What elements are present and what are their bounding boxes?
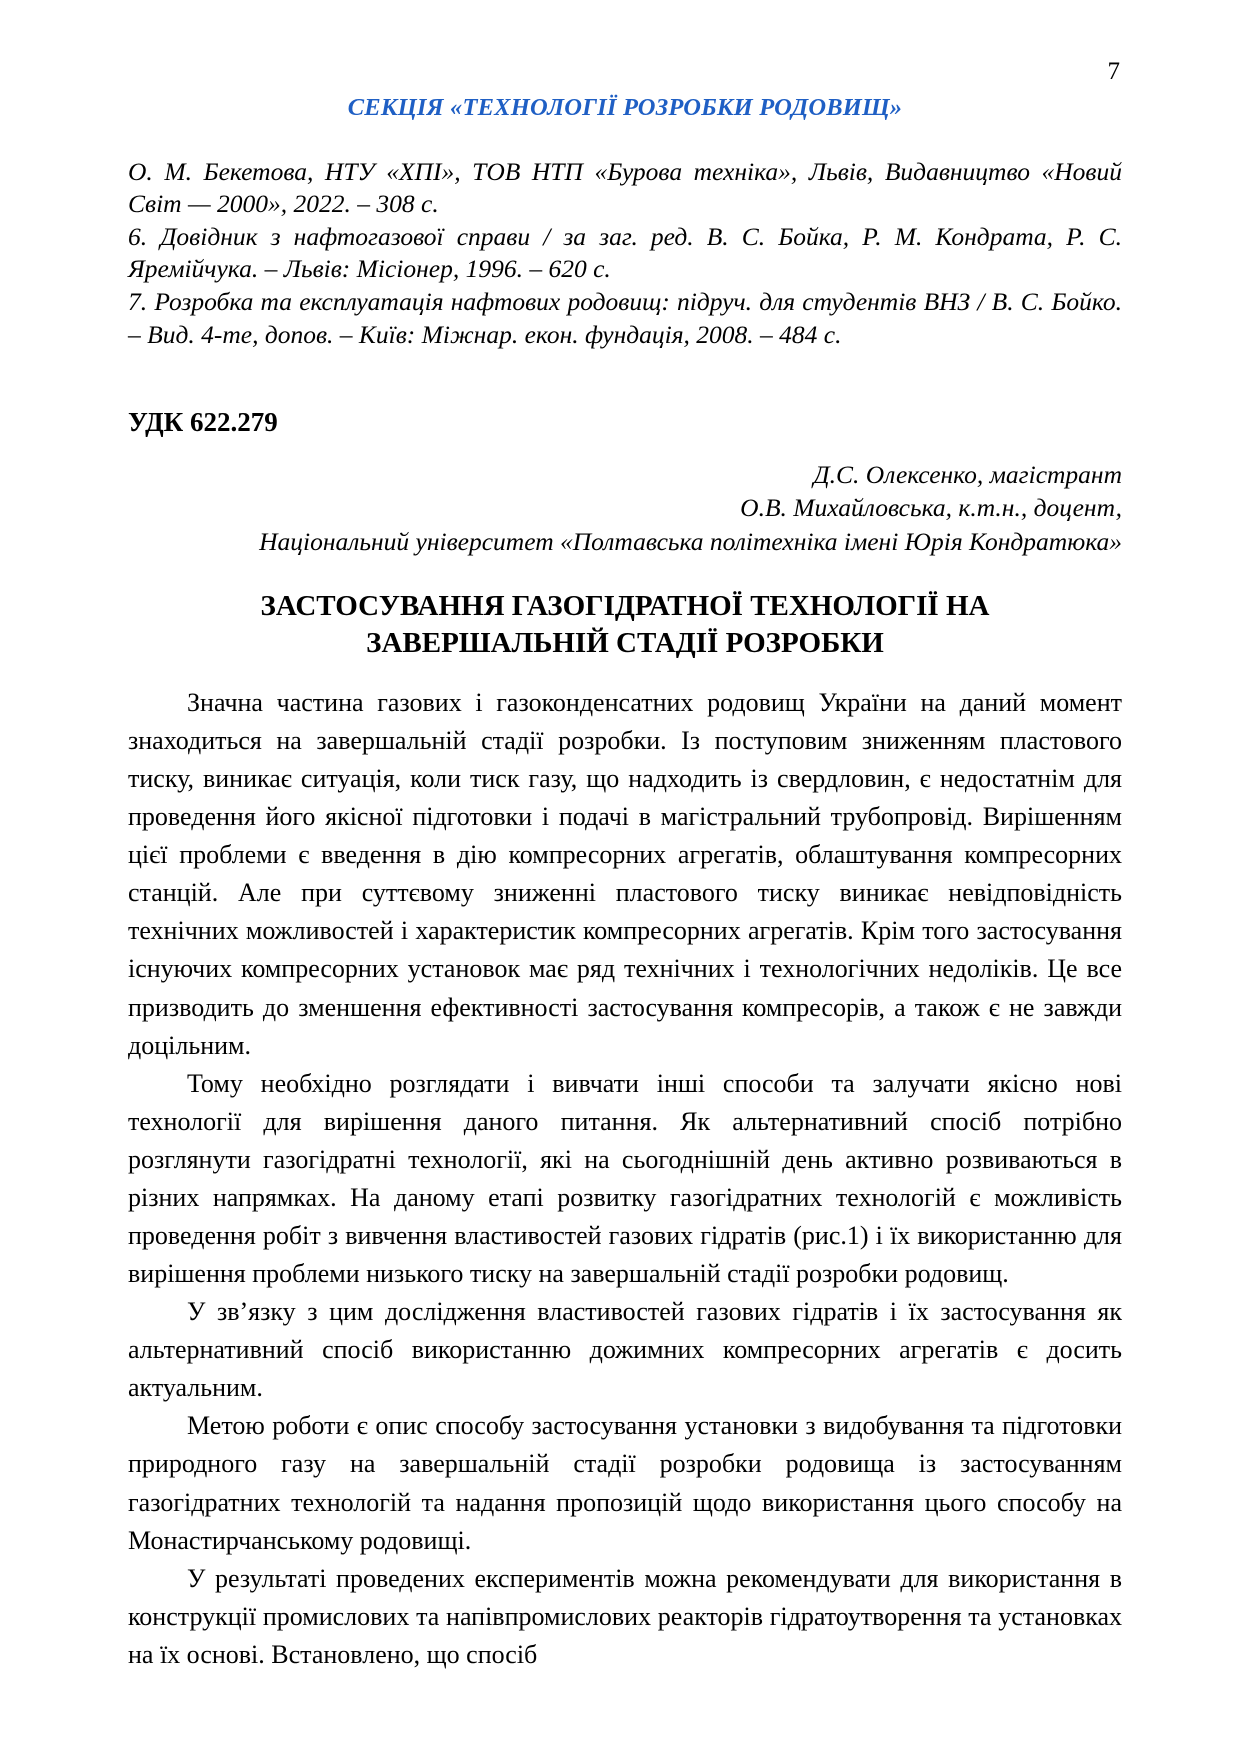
reference-entry-6: 6. Довідник з нафтогазової справи / за заг. ред. В. С. Бойка, Р. М. Кондрата, Р. С. Яремійчука. – Львів: Місіонер, 1996. – 620 с. (128, 221, 1122, 284)
article-body (128, 684, 1122, 1674)
author-secondary: О.В. Михайловська, к.т.н., доцент, (740, 493, 1122, 523)
body-paragraph: У результаті проведених експериментів можна рекомендувати для використання в конструкції промислових та напівпромислових реакторів гідратоутворення та установках на їх основі. Встановлено, що спосіб (128, 1563, 1122, 1669)
section-heading: СЕКЦІЯ «ТЕХНОЛОГІЇ РОЗРОБКИ РОДОВИЩ» (347, 93, 903, 121)
references-block (128, 156, 1122, 352)
udc-code: УДК 622.279 (128, 407, 278, 438)
article-title-line-2: ЗАВЕРШАЛЬНІЙ СТАДІЇ РОЗРОБКИ (366, 626, 884, 659)
body-paragraph: У зв’язку з цим дослідження властивостей газових гідратів і їх застосування як альтернативний спосіб використанню дожимних компресорних агрегатів є досить актуальним. (128, 1297, 1122, 1403)
body-paragraph: Значна частина газових і газоконденсатних родовищ України на даний момент знаходиться на завершальній стадії розробки. Із поступовим зниженням пластового тиску, виникає ситуація, коли тиск газу, що надходить із свердловин, є недостатнім для проведення його якісної підготовки і подачі в магістральний трубопровід. Вирішенням цієї проблеми є введення в дію компресорних агрегатів, облаштування компресорних станцій. Але при суттєвому зниженні пластового тиску виникає невідповідність технічних можливостей і характеристик компресорних агрегатів. Крім того застосування існуючих компресорних установок має ряд технічних і технологічних недоліків. Це все призводить до зменшення ефективності застосування компресорів, а також є не завжди доцільним. (128, 687, 1122, 1060)
reference-entry-continued: О. М. Бекетова, НТУ «ХПІ», ТОВ НТП «Бурова техніка», Львів, Видавництво «Новий Світ — 2000», 2022. – 308 с. (128, 156, 1122, 219)
reference-entry-7: 7. Розробка та експлуатація нафтових родовищ: підруч. для студентів ВНЗ / В. С. Бойко. – Вид. 4-те, допов. – Київ: Міжнар. екон. фундація, 2008. – 484 с. (128, 287, 1122, 349)
authors-block (128, 458, 1122, 557)
body-paragraph: Метою роботи є опис способу застосування установки з видобування та підготовки природного газу на завершальній стадії розробки родовища із застосуванням газогідратних технологій та надання пропозицій щодо використання цього способу на Монастирчанському родовищі. (128, 1411, 1122, 1555)
article-title (128, 588, 1122, 662)
affiliation: Національний університет «Полтавська політехніка імені Юрія Кондратюка» (259, 526, 1122, 556)
page-number: 7 (1107, 58, 1120, 85)
article-title-line-1: ЗАСТОСУВАННЯ ГАЗОГІДРАТНОЇ ТЕХНОЛОГІЇ НА (260, 589, 990, 622)
author-primary: Д.С. Олексенко, магістрант (813, 460, 1122, 490)
body-paragraph: Тому необхідно розглядати і вивчати інші способи та залучати якісно нові технології для вирішення даного питання. Як альтернативний спосіб потрібно розглянути газогідратні технології, які на сьогоднішній день активно розвиваються в різних напрямках. На даному етапі розвитку газогідратних технологій є можливість проведення робіт з вивчення властивостей газових гідратів (рис.1) і їх використанню для вирішення проблеми низького тиску на завершальній стадії розробки родовищ. (128, 1068, 1122, 1289)
